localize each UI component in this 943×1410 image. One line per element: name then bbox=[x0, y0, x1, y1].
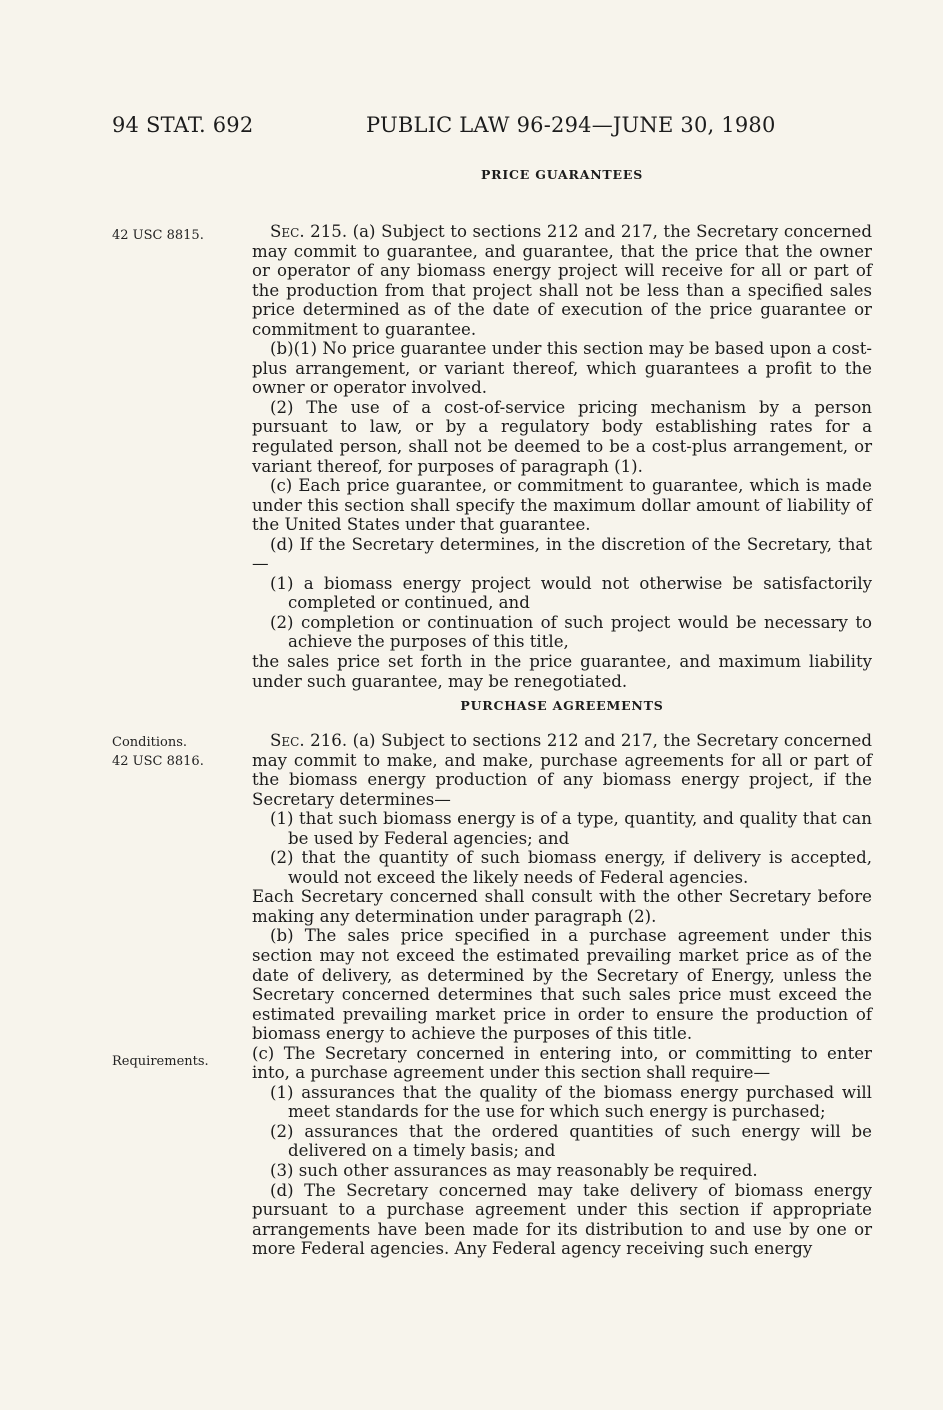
margin-note-usc-8816: 42 USC 8816. bbox=[112, 754, 204, 769]
section-215-d-end: the sales price set forth in the price guarantee, and maximum liability under such guarantee, may be renegotiated. bbox=[252, 652, 872, 691]
section-216-c1: (1) assurances that the quality of the biomass energy purchased will meet standards for the use for which such energy is purchased; bbox=[270, 1082, 872, 1122]
paragraph bbox=[252, 731, 872, 809]
paragraph bbox=[252, 222, 872, 339]
margin-note-usc-8815: 42 USC 8815. bbox=[112, 228, 204, 243]
section-215-c: (c) Each price guarantee, or commitment to guarantee, which is made under this section shall specify the maximum dollar amount of liability of the United States under that guarantee. bbox=[252, 476, 872, 535]
section-215-a: . 215. (a) Subject to sections 212 and 217, the Secretary concerned may commit to guarantee, and guarantee, that the price that the owner or operator of any biomass energy project will receive for all or part of the production from that project shall not be less than a specified sales price determined as of the date of execution of the price guarantee or commitment to guarantee. bbox=[252, 222, 872, 339]
section-215-d2: (2) completion or continuation of such project would be necessary to achieve the purposes of this title, bbox=[270, 612, 872, 652]
section-216-a-end: Each Secretary concerned shall consult with the other Secretary before making any determination under paragraph (2). bbox=[252, 887, 872, 926]
section-216-c2: (2) assurances that the ordered quantities of such energy will be delivered on a timely basis; and bbox=[270, 1121, 872, 1161]
section-216-b: (b) The sales price specified in a purchase agreement under this section may not exceed the estimated prevailing market price as of the date of delivery, as determined by the Secretary of Energy, unless the Secretary concerned determines that such sales price must exceed the estimated prevailing market price in order to ensure the production of biomass energy to achieve the purposes of this title. bbox=[252, 926, 872, 1044]
section-215-d1: (1) a biomass energy project would not otherwise be satisfactorily completed or continued, and bbox=[270, 573, 872, 613]
section-heading-price-guarantees: PRICE GUARANTEES bbox=[480, 167, 644, 182]
margin-note-conditions: Conditions. bbox=[112, 735, 188, 750]
section-heading-purchase-agreements: PURCHASE AGREEMENTS bbox=[460, 698, 664, 713]
sec-label: Sec bbox=[270, 731, 300, 750]
section-216-c: (c) The Secretary concerned in entering into, or committing to enter into, a purchase agreement under this section shall require— bbox=[252, 1043, 872, 1083]
section-216-a1: (1) that such biomass energy is of a type, quantity, and quality that can be used by Federal agencies; and bbox=[270, 809, 872, 848]
section-216-body bbox=[252, 731, 872, 1259]
section-216-a2: (2) that the quantity of such biomass energy, if delivery is accepted, would not exceed the likely needs of Federal agencies. bbox=[270, 848, 872, 887]
section-216-d: (d) The Secretary concerned may take delivery of biomass energy pursuant to a purchase agreement under this section if appropriate arrangements have been made for its distribution to and use by one or more Federal agencies. Any Federal agency receiving such energy bbox=[252, 1180, 872, 1259]
public-law-title: PUBLIC LAW 96-294—JUNE 30, 1980 bbox=[366, 113, 776, 137]
margin-note-requirements: Requirements. bbox=[112, 1054, 209, 1069]
sec-label: Sec bbox=[270, 222, 300, 241]
section-215-body bbox=[252, 222, 872, 691]
section-215-b1: (b)(1) No price guarantee under this section may be based upon a cost-plus arrangement, or variant thereof, which guarantees a profit to the owner or operator involved. bbox=[252, 339, 872, 398]
section-215-b2: (2) The use of a cost-of-service pricing mechanism by a person pursuant to law, or by a regulatory body establishing rates for a regulated person, shall not be deemed to be a cost-plus arrangement, or variant thereof, for purposes of paragraph (1). bbox=[252, 397, 872, 476]
stat-page-number: 94 STAT. 692 bbox=[112, 113, 254, 137]
section-216-a: . 216. (a) Subject to sections 212 and 217, the Secretary concerned may commit to make, and make, purchase agreements for all or part of the biomass energy production of any biomass energy project, if the Secretary determines— bbox=[252, 731, 872, 809]
section-216-c3: (3) such other assurances as may reasonably be required. bbox=[270, 1161, 758, 1181]
section-215-d: (d) If the Secretary determines, in the discretion of the Secretary, that— bbox=[252, 534, 872, 574]
